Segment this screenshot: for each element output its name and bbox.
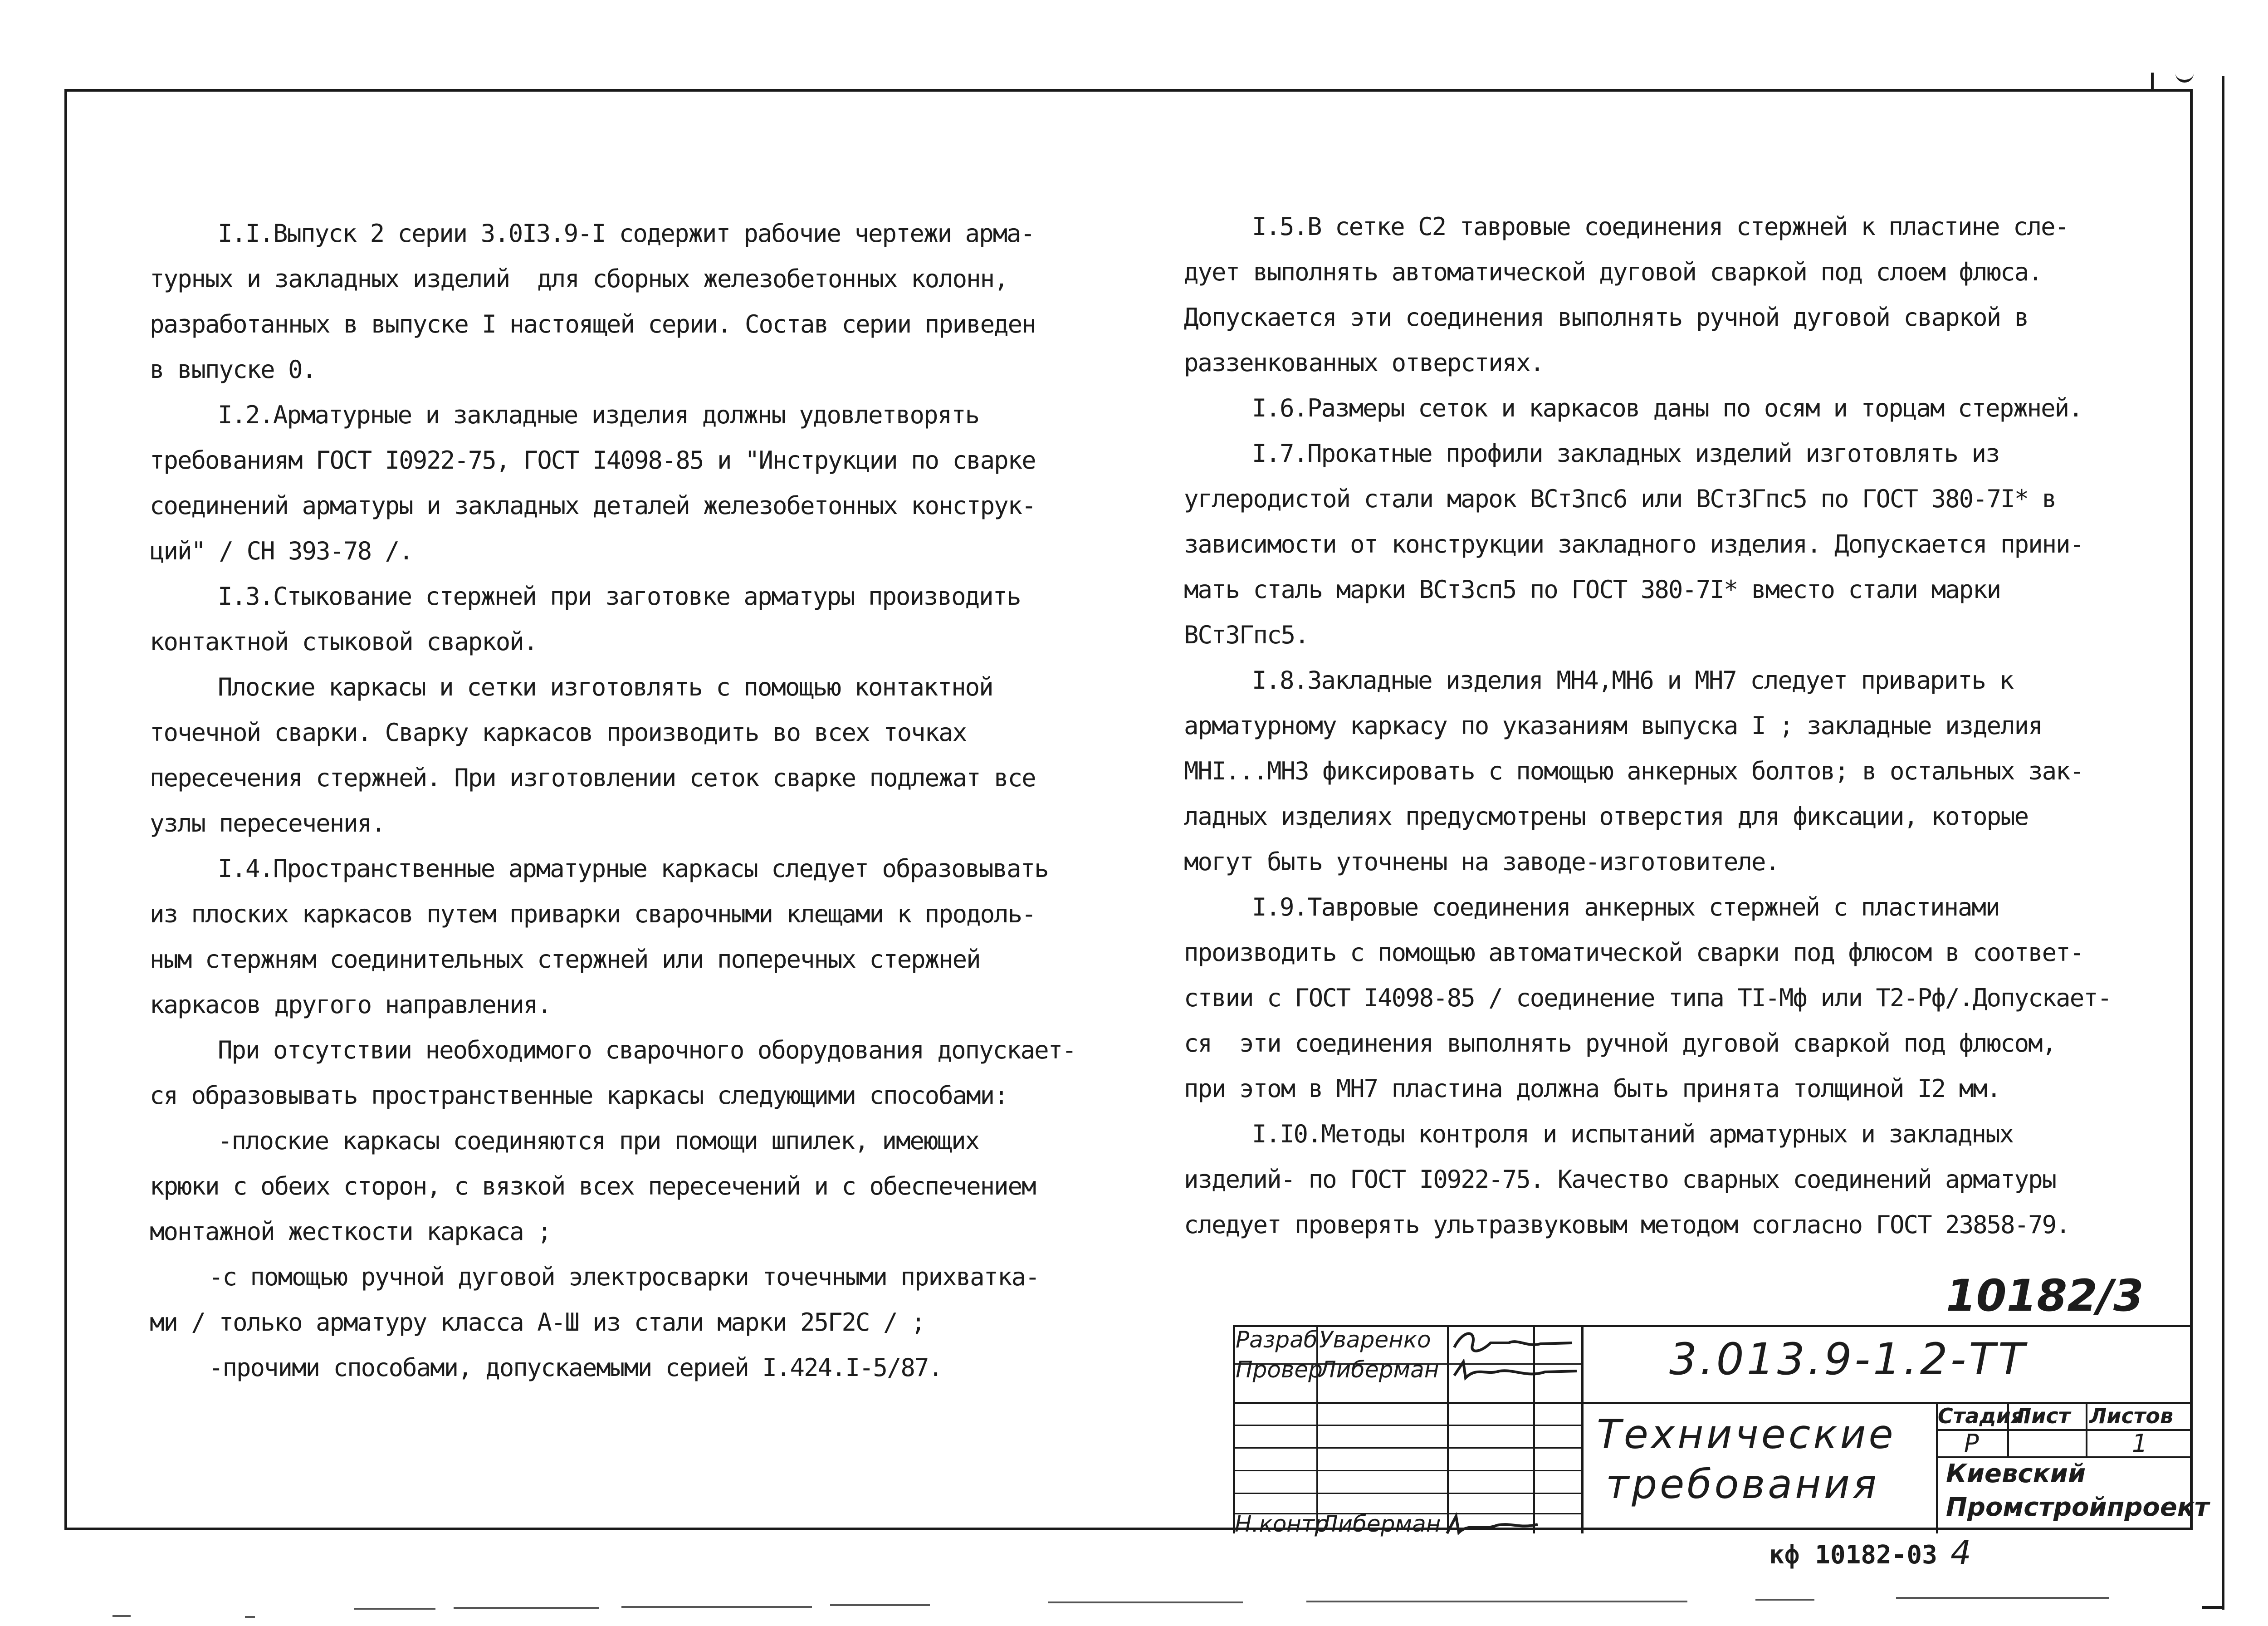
text-line: I.6.Размеры сеток и каркасов даны по осям и торцам стержней. bbox=[1252, 394, 2082, 422]
text-line: в выпуске 0. bbox=[150, 355, 316, 384]
name-prover: Либерман bbox=[1319, 1357, 1439, 1383]
tb-line bbox=[1233, 1470, 1581, 1471]
text-line: МНI...МН3 фиксировать с помощью анкерных болтов; в остальных зак- bbox=[1184, 757, 2084, 785]
header-stadia: Стадия bbox=[1938, 1404, 2024, 1428]
text-line: углеродистой стали марок ВСт3пс6 или ВСт3Гпс5 по ГОСТ 380-7I* в bbox=[1184, 485, 2056, 513]
org-line2: Промстройпроект bbox=[1946, 1493, 2209, 1522]
frame-border-right bbox=[2222, 76, 2224, 1610]
tb-line bbox=[1447, 1325, 1449, 1533]
signature-razrab bbox=[1450, 1325, 1577, 1361]
text-line: мать сталь марки ВСт3сп5 по ГОСТ 380-7I* вместо стали марки bbox=[1184, 575, 2001, 604]
doc-title-line1: Технические bbox=[1597, 1411, 1896, 1458]
text-line: ций" / СН 393-78 /. bbox=[150, 537, 413, 565]
name-razrab: Уваренко bbox=[1319, 1327, 1431, 1353]
text-line: каркасов другого направления. bbox=[150, 990, 551, 1019]
signature-prover bbox=[1450, 1357, 1581, 1385]
text-line: дует выполнять автоматической дуговой сваркой под слоем флюса. bbox=[1184, 258, 2042, 286]
text-line: ся эти соединения выполнять ручной дуговой сваркой под флюсом, bbox=[1184, 1029, 2056, 1058]
text-line: -прочими способами, допускаемыми серией I.424.I-5/87. bbox=[209, 1353, 943, 1382]
text-line: точечной сварки. Сварку каркасов производить во всех точках bbox=[150, 718, 967, 747]
doc-title-line2: требования bbox=[1606, 1461, 1879, 1508]
left-text-column bbox=[150, 211, 1148, 1391]
text-line: могут быть уточнены на заводе-изготовителе. bbox=[1184, 847, 1779, 876]
role-prover: Провер bbox=[1236, 1357, 1323, 1383]
scan-mark bbox=[621, 1606, 812, 1608]
tb-line bbox=[1233, 1493, 1581, 1494]
text-line: -плоские каркасы соединяются при помощи шпилек, имеющих bbox=[218, 1126, 979, 1155]
frame-top-mark bbox=[2175, 73, 2194, 83]
text-line: производить с помощью автоматической сварки под флюсом в соответ- bbox=[1184, 938, 2084, 967]
text-line: разработанных в выпуске I настоящей серии. Состав серии приведен bbox=[150, 310, 1036, 338]
frame-top-mark bbox=[2151, 73, 2154, 89]
scan-mark bbox=[245, 1616, 255, 1618]
text-line: I.7.Прокатные профили закладных изделий изготовлять из bbox=[1252, 439, 1999, 468]
text-line: I.I0.Методы контроля и испытаний арматурных и закладных bbox=[1252, 1120, 2014, 1148]
doc-number: 3.013.9-1.2-ТТ bbox=[1669, 1334, 2028, 1385]
text-line: ствии с ГОСТ I4098-85 / соединение типа ТI-Мф или Т2-Рф/.Допускает- bbox=[1184, 984, 2112, 1012]
org-line1: Киевский bbox=[1946, 1459, 2086, 1489]
text-line: Плоские каркасы и сетки изготовлять с помощью контактной bbox=[218, 673, 993, 701]
value-listov: 1 bbox=[2132, 1429, 2148, 1458]
scan-mark bbox=[112, 1615, 131, 1617]
text-line: ся образовывать пространственные каркасы следующими способами: bbox=[150, 1081, 1008, 1110]
value-stadia: Р bbox=[1964, 1429, 1979, 1458]
scan-mark bbox=[830, 1604, 930, 1606]
text-line: -с помощью ручной дуговой электросварки точечными прихватка- bbox=[209, 1263, 1039, 1291]
text-line: при этом в МН7 пластина должна быть принята толщиной I2 мм. bbox=[1184, 1074, 2001, 1103]
text-line: монтажной жесткости каркаса ; bbox=[150, 1217, 551, 1246]
page-number: 4 bbox=[1950, 1533, 1971, 1572]
tb-line bbox=[1233, 1325, 1235, 1533]
text-line: соединений арматуры и закладных деталей железобетонных конструк- bbox=[150, 491, 1036, 520]
text-line: узлы пересечения. bbox=[150, 809, 385, 837]
scan-mark bbox=[1306, 1601, 1687, 1602]
text-line: ми / только арматуру класса А-Ш из стали марки 25Г2С / ; bbox=[150, 1308, 925, 1337]
text-line: турных и закладных изделий для сборных железобетонных колонн, bbox=[150, 264, 1008, 293]
header-list: Лист bbox=[2014, 1404, 2071, 1428]
scan-mark bbox=[1755, 1599, 1814, 1601]
tb-line bbox=[1316, 1325, 1318, 1533]
scan-mark bbox=[1896, 1597, 2109, 1599]
tb-line bbox=[1233, 1447, 1581, 1449]
text-line: контактной стыковой сваркой. bbox=[150, 627, 538, 656]
header-listov: Листов bbox=[2089, 1404, 2174, 1428]
text-line: ВСт3Гпс5. bbox=[1184, 621, 1309, 649]
archive-stamp: кф 10182-03 bbox=[1769, 1540, 1937, 1570]
tb-line bbox=[2086, 1402, 2087, 1456]
right-text-column bbox=[1184, 204, 2182, 1248]
text-line: ным стержням соединительных стержней или поперечных стержней bbox=[150, 945, 980, 974]
scan-mark bbox=[454, 1607, 599, 1609]
text-line: арматурному каркасу по указаниям выпуска I ; закладные изделия bbox=[1184, 711, 2042, 740]
text-line: I.2.Арматурные и закладные изделия должны удовлетворять bbox=[218, 401, 979, 429]
text-line: I.I.Выпуск 2 серии 3.0I3.9-I содержит рабочие чертежи арма- bbox=[218, 219, 1035, 248]
text-line: требованиям ГОСТ I0922-75, ГОСТ I4098-85 и "Инструкции по сварке bbox=[150, 446, 1036, 475]
scan-mark bbox=[354, 1608, 435, 1610]
sheet-code: 10182/3 bbox=[1946, 1270, 2144, 1321]
text-line: из плоских каркасов путем приварки сварочными клещами к продоль- bbox=[150, 900, 1036, 928]
name-nkontr: Либерман bbox=[1321, 1511, 1441, 1537]
text-line: I.9.Тавровые соединения анкерных стержней с пластинами bbox=[1252, 893, 1999, 921]
text-line: При отсутствии необходимого сварочного оборудования допускает- bbox=[218, 1036, 1076, 1064]
text-line: I.8.Закладные изделия МН4,МН6 и МН7 следует приварить к bbox=[1252, 666, 2014, 695]
scan-mark bbox=[1048, 1602, 1243, 1603]
text-line: крюки с обеих сторон, с вязкой всех пересечений и с обеспечением bbox=[150, 1172, 1036, 1200]
text-line: раззенкованных отверстиях. bbox=[1184, 348, 1544, 377]
role-nkontr: Н.контр bbox=[1235, 1511, 1329, 1537]
text-line: пересечения стержней. При изготовлении сеток сварке подлежат все bbox=[150, 764, 1036, 792]
text-line: Допускается эти соединения выполнять ручной дуговой сваркой в bbox=[1184, 303, 2028, 332]
signature-nkontr bbox=[1442, 1511, 1542, 1538]
frame-border-foot bbox=[2202, 1606, 2224, 1609]
tb-line bbox=[1233, 1425, 1581, 1426]
text-line: I.4.Пространственные арматурные каркасы следует образовывать bbox=[218, 854, 1048, 883]
text-line: I.5.В сетке С2 тавровые соединения стержней к пластине сле- bbox=[1252, 212, 2069, 241]
text-line: зависимости от конструкции закладного изделия. Допускается прини- bbox=[1184, 530, 2084, 558]
tb-line bbox=[1581, 1325, 1584, 1533]
text-line: следует проверять ультразвуковым методом согласно ГОСТ 23858-79. bbox=[1184, 1210, 2070, 1239]
text-line: ладных изделиях предусмотрены отверстия для фиксации, которые bbox=[1184, 802, 2028, 831]
text-line: I.3.Стыкование стержней при заготовке арматуры производить bbox=[218, 582, 1021, 611]
text-line: изделий- по ГОСТ I0922-75. Качество сварных соединений арматуры bbox=[1184, 1165, 2056, 1194]
role-razrab: Разраб bbox=[1236, 1327, 1318, 1353]
